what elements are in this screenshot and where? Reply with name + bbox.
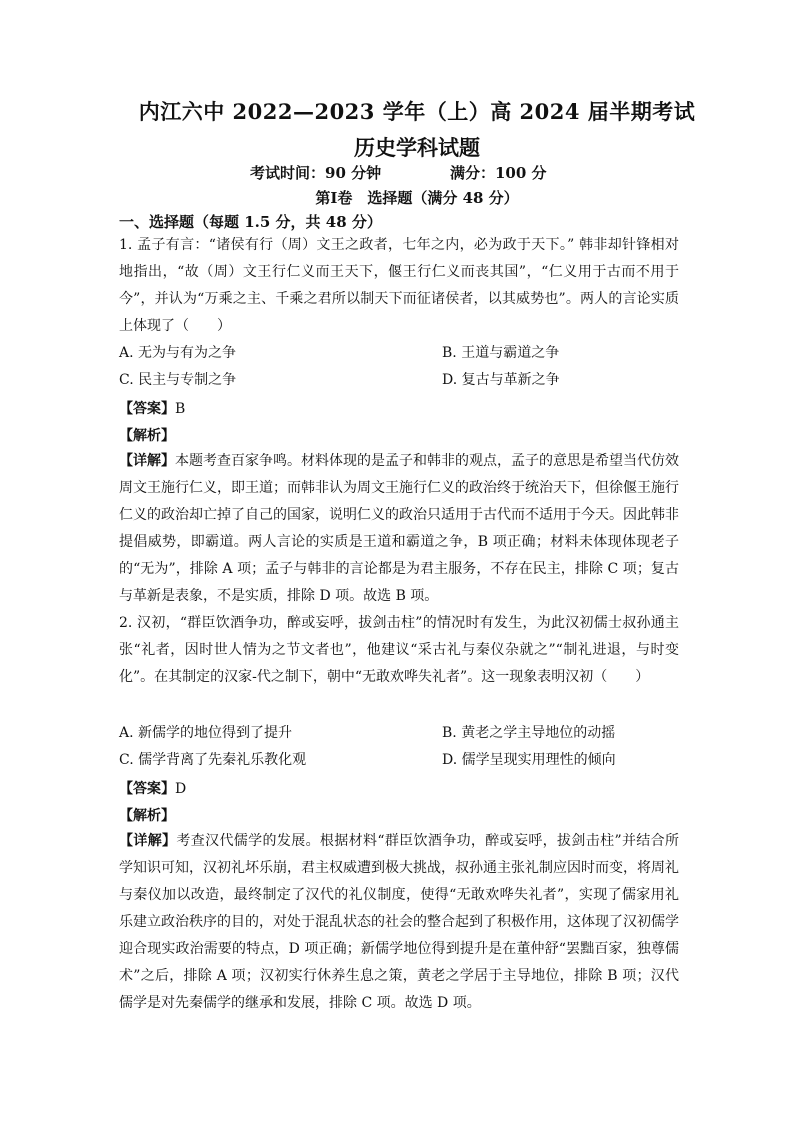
question-text: 1. 孟子有言：“诸侯有行（周）文王之政者，七年之内，必为政于天下。” 韩非却针锋相对地指出，“故（周）文王行仁义而王天下，偃王行仁义而丧其国”，“仁义用于古而不用于今”，并认为“万乘之主、千乘之君所以制天下而征诸侯者，以其威势也”。两人的言论实质上体现了（ ） [119,237,679,334]
option-a: A. 无为与有为之争 [119,345,237,361]
volume-heading: 第Ⅰ卷 选择题（满分 48 分） [315,189,519,207]
option-b: B. 黄老之学主导地位的动摇 [442,725,616,741]
detail-text: 本题考查百家争鸣。材料体现的是孟子和韩非的观点，孟子的意思是希望当代仿效周文王施行仁义，即王道；而韩非认为周文王施行仁义的政治终于统治天下，但徐偃王施行仁义的政治却亡掉了自己的国家，说明仁义的政治只适用于古代而不适用于今天。因此韩非提倡威势，即霸道。两人言论的实质是王道和霸道之争，B 项正确；材料未体现体现老子的“无为”，排除 A 项；孟子与韩非的言论都是为君主服务，不存在民主，排除 C 项；复古与革新是表象，不是实质，排除 D 项。故选 B 项。 [119,453,679,604]
question-1-options [119,340,679,394]
detail-label: 【详解】 [119,453,175,469]
detail-text: 考查汉代儒学的发展。根据材料“群臣饮酒争功，醉或妄呼，拔剑击柱”并结合所学知识可知，汉初礼坏乐崩，君主权威遭到极大挑战，叔孙通主张礼制应因时而变，将周礼与秦仪加以改造，最终制定了汉代的礼仪制度，使得“无敢欢哗失礼者”，实现了儒家用礼乐建立政治秩序的目的，对处于混乱状态的社会的整合起到了积极作用，这体现了汉初儒学迎合现实政治需要的特点，D 项正确；新儒学地位得到提升是在董仲舒“罢黜百家，独尊儒术”之后，排除 A 项；汉初实行休养生息之策，黄老之学居于主导地位，排除 B 项；汉代儒学是对先秦儒学的继承和发展，排除 C 项。故选 D 项。 [119,833,680,1011]
question-text: 2. 汉初，“群臣饮酒争功，醉或妄呼，拔剑击柱”的情况时有发生，为此汉初儒士叔孙通主张“礼者，因时世人情为之节文者也”，他建议“采古礼与秦仪杂就之”“制礼进退，与时变化”。在其制定的汉家-代之制下，朝中“无敢欢哗失礼者”。这一现象表明汉初（ ） [119,615,679,685]
question-1-detail [119,448,679,610]
question-2-options [119,720,679,774]
question-1-answer [119,398,185,418]
question-2-stem [119,610,679,691]
question-2-detail [119,828,679,1017]
analysis-label: 【解析】 [119,428,175,444]
exam-meta [250,162,547,183]
option-d: D. 复古与革新之争 [442,372,560,388]
analysis-label: 【解析】 [119,808,175,824]
section-heading: 一、选择题（每题 1.5 分，共 48 分） [119,213,382,231]
option-d: D. 儒学呈现实用理性的倾向 [442,752,616,768]
option-b: B. 王道与霸道之争 [442,345,560,361]
option-a: A. 新儒学的地位得到了提升 [119,725,293,741]
option-c: C. 民主与专制之争 [119,372,237,388]
question-2-analysis-label [119,805,175,825]
option-row [119,720,679,747]
question-1-analysis-label [119,425,175,445]
detail-label: 【详解】 [119,833,177,849]
answer-label: 【答案】 [119,781,175,797]
option-c: C. 儒学背离了先秦礼乐教化观 [119,752,307,768]
option-row [119,367,679,394]
question-1-stem [119,232,679,340]
option-row [119,340,679,367]
option-row [119,747,679,774]
answer-value: D [175,781,187,797]
answer-label: 【答案】 [119,401,175,417]
full-marks: 满分：100 分 [450,164,547,182]
exam-title: 内江六中 2022—2023 学年（上）高 2024 届半期考试 [138,99,696,124]
exam-time: 考试时间：90 分钟 [250,164,382,182]
answer-value: B [175,401,186,417]
subject-title: 历史学科试题 [354,135,480,160]
question-2-answer [119,778,186,798]
